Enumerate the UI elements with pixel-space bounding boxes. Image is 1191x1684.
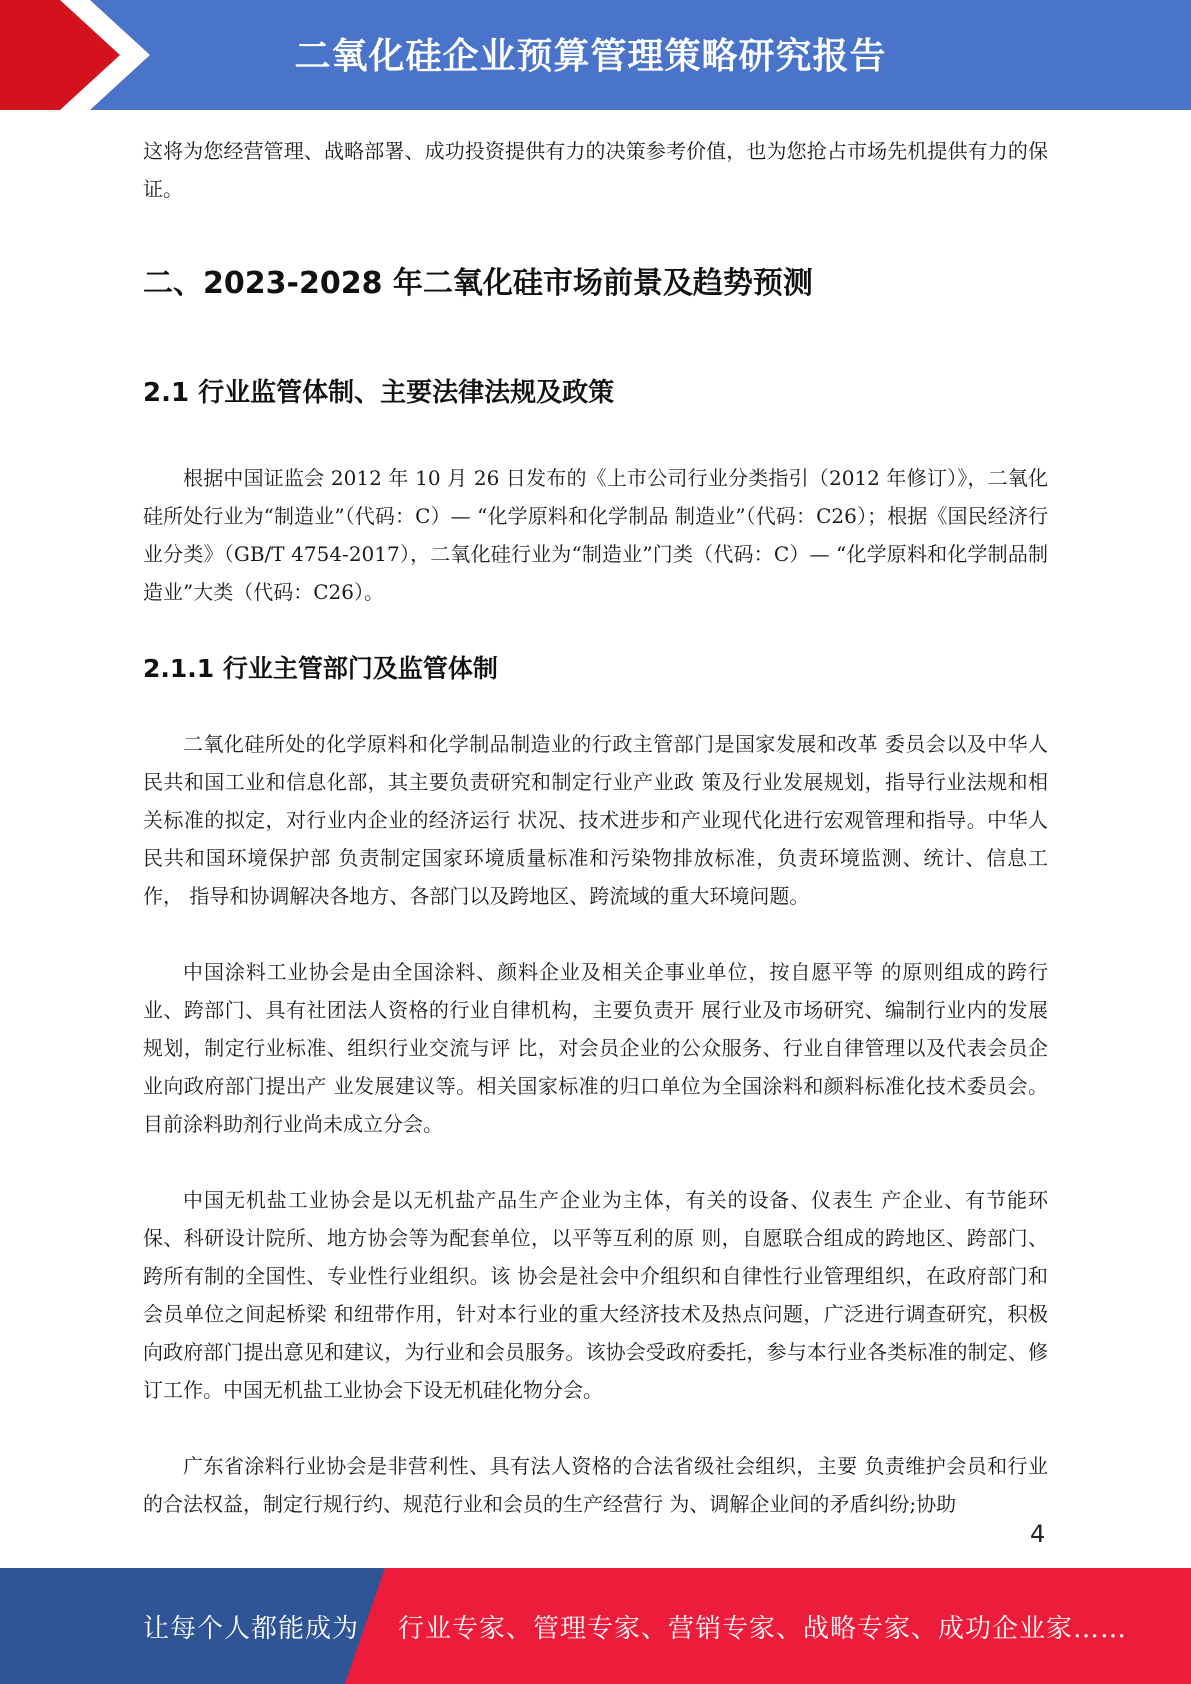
footer-banner	[0, 1568, 1191, 1684]
document-body	[143, 132, 1048, 1523]
section-2-heading: 二、2023-2028 年二氧化硅市场前景及趋势预测	[143, 266, 813, 301]
regulator-paragraph: 二氧化硅所处的化学原料和化学制品制造业的行政主管部门是国家发展和改革 委员会以及中华人民共和国工业和信息化部，其主要负责研究和制定行业产业政 策及行业发展规划，指导行业法规和相关标准的拟定，对行业内企业的经济运行 状况、技术进步和产业现代化进行宏观管理和指导。中华人民共和国环境保护部 负责制定国家环境质量标准和污染物排放标准，负责环境监测、统计、信息工作， 指导和协调解决各地方、各部门以及跨地区、跨流域的重大环境问题。	[143, 732, 1048, 908]
header-banner	[0, 0, 1191, 110]
header-title	[160, 28, 1191, 79]
footer-slogan-right: 行业专家、管理专家、营销专家、战略专家、成功企业家……	[398, 1614, 1128, 1644]
section-2-1-heading: 2.1 行业监管体制、主要法律法规及政策	[143, 378, 615, 408]
intro-paragraph: 这将为您经营管理、战略部署、成功投资提供有力的决策参考价值，也为您抢占市场先机提供有力的保证。	[143, 139, 1048, 201]
section-2-1-paragraph: 根据中国证监会 2012 年 10 月 26 日发布的《上市公司行业分类指引（2012 年修订）》，二氧化硅所处行业为“制造业”（代码：C）— “化学原料和化学制品 制造业”（代码：C26）；根据《国民经济行业分类》（GB/T 4754-2017），二氧化硅行业为“制造业”门类（代码：C）— “化学原料和化学制品制造业”大类（代码：C26）。	[143, 466, 1048, 604]
header-title-text: 二氧化硅企业预算管理策略研究报告	[294, 36, 887, 77]
page-number: 4	[1030, 1520, 1046, 1548]
inorganic-salt-association-paragraph: 中国无机盐工业协会是以无机盐产品生产企业为主体，有关的设备、仪表生 产企业、有节能环保、科研设计院所、地方协会等为配套单位，以平等互利的原 则，自愿联合组成的跨地区、跨部门、跨所有制的全国性、专业性行业组织。该 协会是社会中介组织和自律性行业管理组织，在政府部门和会员单位之间起桥梁 和纽带作用，针对本行业的重大经济技术及热点问题，广泛进行调查研究，积极 向政府部门提出意见和建议，为行业和会员服务。该协会受政府委托，参与本行业各类标准的制定、修订工作。中国无机盐工业协会下设无机硅化物分会。	[143, 1188, 1048, 1402]
section-2-1-1-heading: 2.1.1 行业主管部门及监管体制	[143, 654, 498, 683]
guangdong-association-paragraph: 广东省涂料行业协会是非营利性、具有法人资格的合法省级社会组织，主要 负责维护会员和行业的合法权益，制定行规行约、规范行业和会员的生产经营行 为、调解企业间的矛盾纠纷;协助	[143, 1454, 1048, 1516]
footer-slogan-left: 让每个人都能成为	[143, 1614, 360, 1644]
coatings-association-paragraph: 中国涂料工业协会是由全国涂料、颜料企业及相关企事业单位，按自愿平等 的原则组成的跨行业、跨部门、具有社团法人资格的行业自律机构，主要负责开 展行业及市场研究、编制行业内的发展规划，制定行业标准、组织行业交流与评 比，对会员企业的公众服务、行业自律管理以及代表会员企业向政府部门提出产 业发展建议等。相关国家标准的归口单位为全国涂料和颜料标准化技术委员会。 目前涂料助剂行业尚未成立分会。	[143, 960, 1048, 1136]
